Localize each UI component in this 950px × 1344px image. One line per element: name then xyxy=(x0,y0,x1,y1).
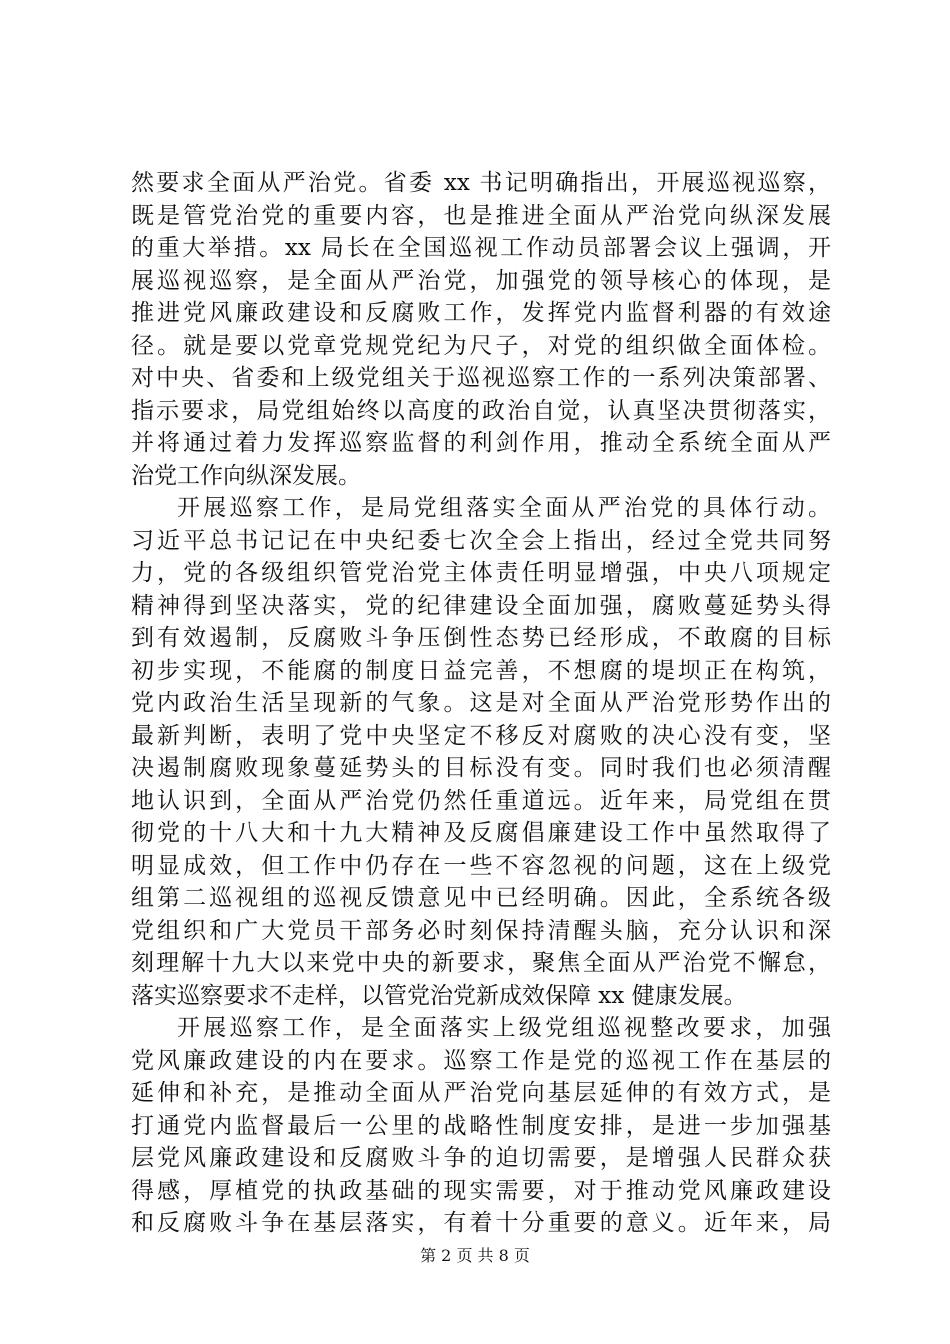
text-line: 组第二巡视组的巡视反馈意见中已经明确。因此，全系统各级 xyxy=(131,885,831,911)
text-line: 层党风廉政建设和反腐败斗争的迫切需要，是增强人民群众获 xyxy=(131,1145,831,1171)
text-line: 延伸和补充，是推动全面从严治党向基层延伸的有效方式，是 xyxy=(131,1080,831,1106)
text-line: 的重大举措。xx 局长在全国巡视工作动员部署会议上强调，开 xyxy=(131,235,831,261)
text-line: 和反腐败斗争在基层落实，有着十分重要的意义。近年来，局 xyxy=(131,1210,831,1236)
text-line: 治党工作向纵深发展。 xyxy=(131,462,361,489)
text-line: 展巡视巡察，是全面从严治党，加强党的领导核心的体现，是 xyxy=(131,267,831,294)
text-line: 党内政治生活呈现新的气象。这是对全面从严治党形势作出的 xyxy=(131,690,831,716)
text-line: 习近平总书记记在中央纪委七次全会上指出，经过全党共同努 xyxy=(131,527,831,554)
page-number-footer: 第 2 页 共 8 页 xyxy=(420,1246,530,1265)
text-line: 得感，厚植党的执政基础的现实需要，对于推动党风廉政建设 xyxy=(131,1177,831,1204)
text-line: 党风廉政建设的内在要求。巡察工作是党的巡视工作在基层的 xyxy=(131,1047,831,1074)
text-line: 并将通过着力发挥巡察监督的利剑作用，推动全系统全面从严 xyxy=(131,430,831,456)
paragraph-3 xyxy=(131,1012,831,1240)
text-line: 精神得到坚决落实，党的纪律建设全面加强，腐败蔓延势头得 xyxy=(131,592,831,619)
text-line: 开展巡察工作，是全面落实上级党组巡视整改要求，加强 xyxy=(177,1015,831,1041)
text-line: 刻理解十九大以来党中央的新要求，聚焦全面从严治党不懈怠， xyxy=(131,950,831,976)
text-line: 最新判断，表明了党中央坚定不移反对腐败的决心没有变，坚 xyxy=(131,722,831,749)
text-line: 地认识到，全面从严治党仍然任重道远。近年来，局党组在贯 xyxy=(131,787,831,814)
paragraph-2 xyxy=(131,492,831,1012)
text-line: 对中央、省委和上级党组关于巡视巡察工作的一系列决策部署、 xyxy=(131,365,831,391)
text-line: 然要求全面从严治党。省委 xx 书记明确指出，开展巡视巡察， xyxy=(131,170,831,196)
body-text xyxy=(131,167,831,1240)
text-line: 明显成效，但工作中仍存在一些不容忽视的问题，这在上级党 xyxy=(131,852,831,879)
text-line: 指示要求，局党组始终以高度的政治自觉，认真坚决贯彻落实， xyxy=(131,397,831,424)
text-line: 到有效遏制，反腐败斗争压倒性态势已经形成，不敢腐的目标 xyxy=(131,625,831,651)
text-line: 决遏制腐败现象蔓延势头的目标没有变。同时我们也必须清醒 xyxy=(131,755,831,781)
text-line: 既是管党治党的重要内容，也是推进全面从严治党向纵深发展 xyxy=(131,202,831,229)
paragraph-1 xyxy=(131,167,831,492)
text-line: 初步实现，不能腐的制度日益完善，不想腐的堤坝正在构筑， xyxy=(131,657,831,684)
text-line: 落实巡察要求不走样，以管党治党新成效保障 xx 健康发展。 xyxy=(131,982,747,1009)
text-line: 党组织和广大党员干部务必时刻保持清醒头脑，充分认识和深 xyxy=(131,917,831,944)
text-line: 彻党的十八大和十九大精神及反腐倡廉建设工作中虽然取得了 xyxy=(131,820,831,846)
text-line: 开展巡察工作，是局党组落实全面从严治党的具体行动。 xyxy=(177,495,831,521)
text-line: 径。就是要以党章党规党纪为尺子，对党的组织做全面体检。 xyxy=(131,332,831,359)
text-line: 推进党风廉政建设和反腐败工作，发挥党内监督利器的有效途 xyxy=(131,300,831,326)
text-line: 打通党内监督最后一公里的战略性制度安排，是进一步加强基 xyxy=(131,1112,831,1139)
text-line: 力，党的各级组织管党治党主体责任明显增强，中央八项规定 xyxy=(131,560,831,586)
